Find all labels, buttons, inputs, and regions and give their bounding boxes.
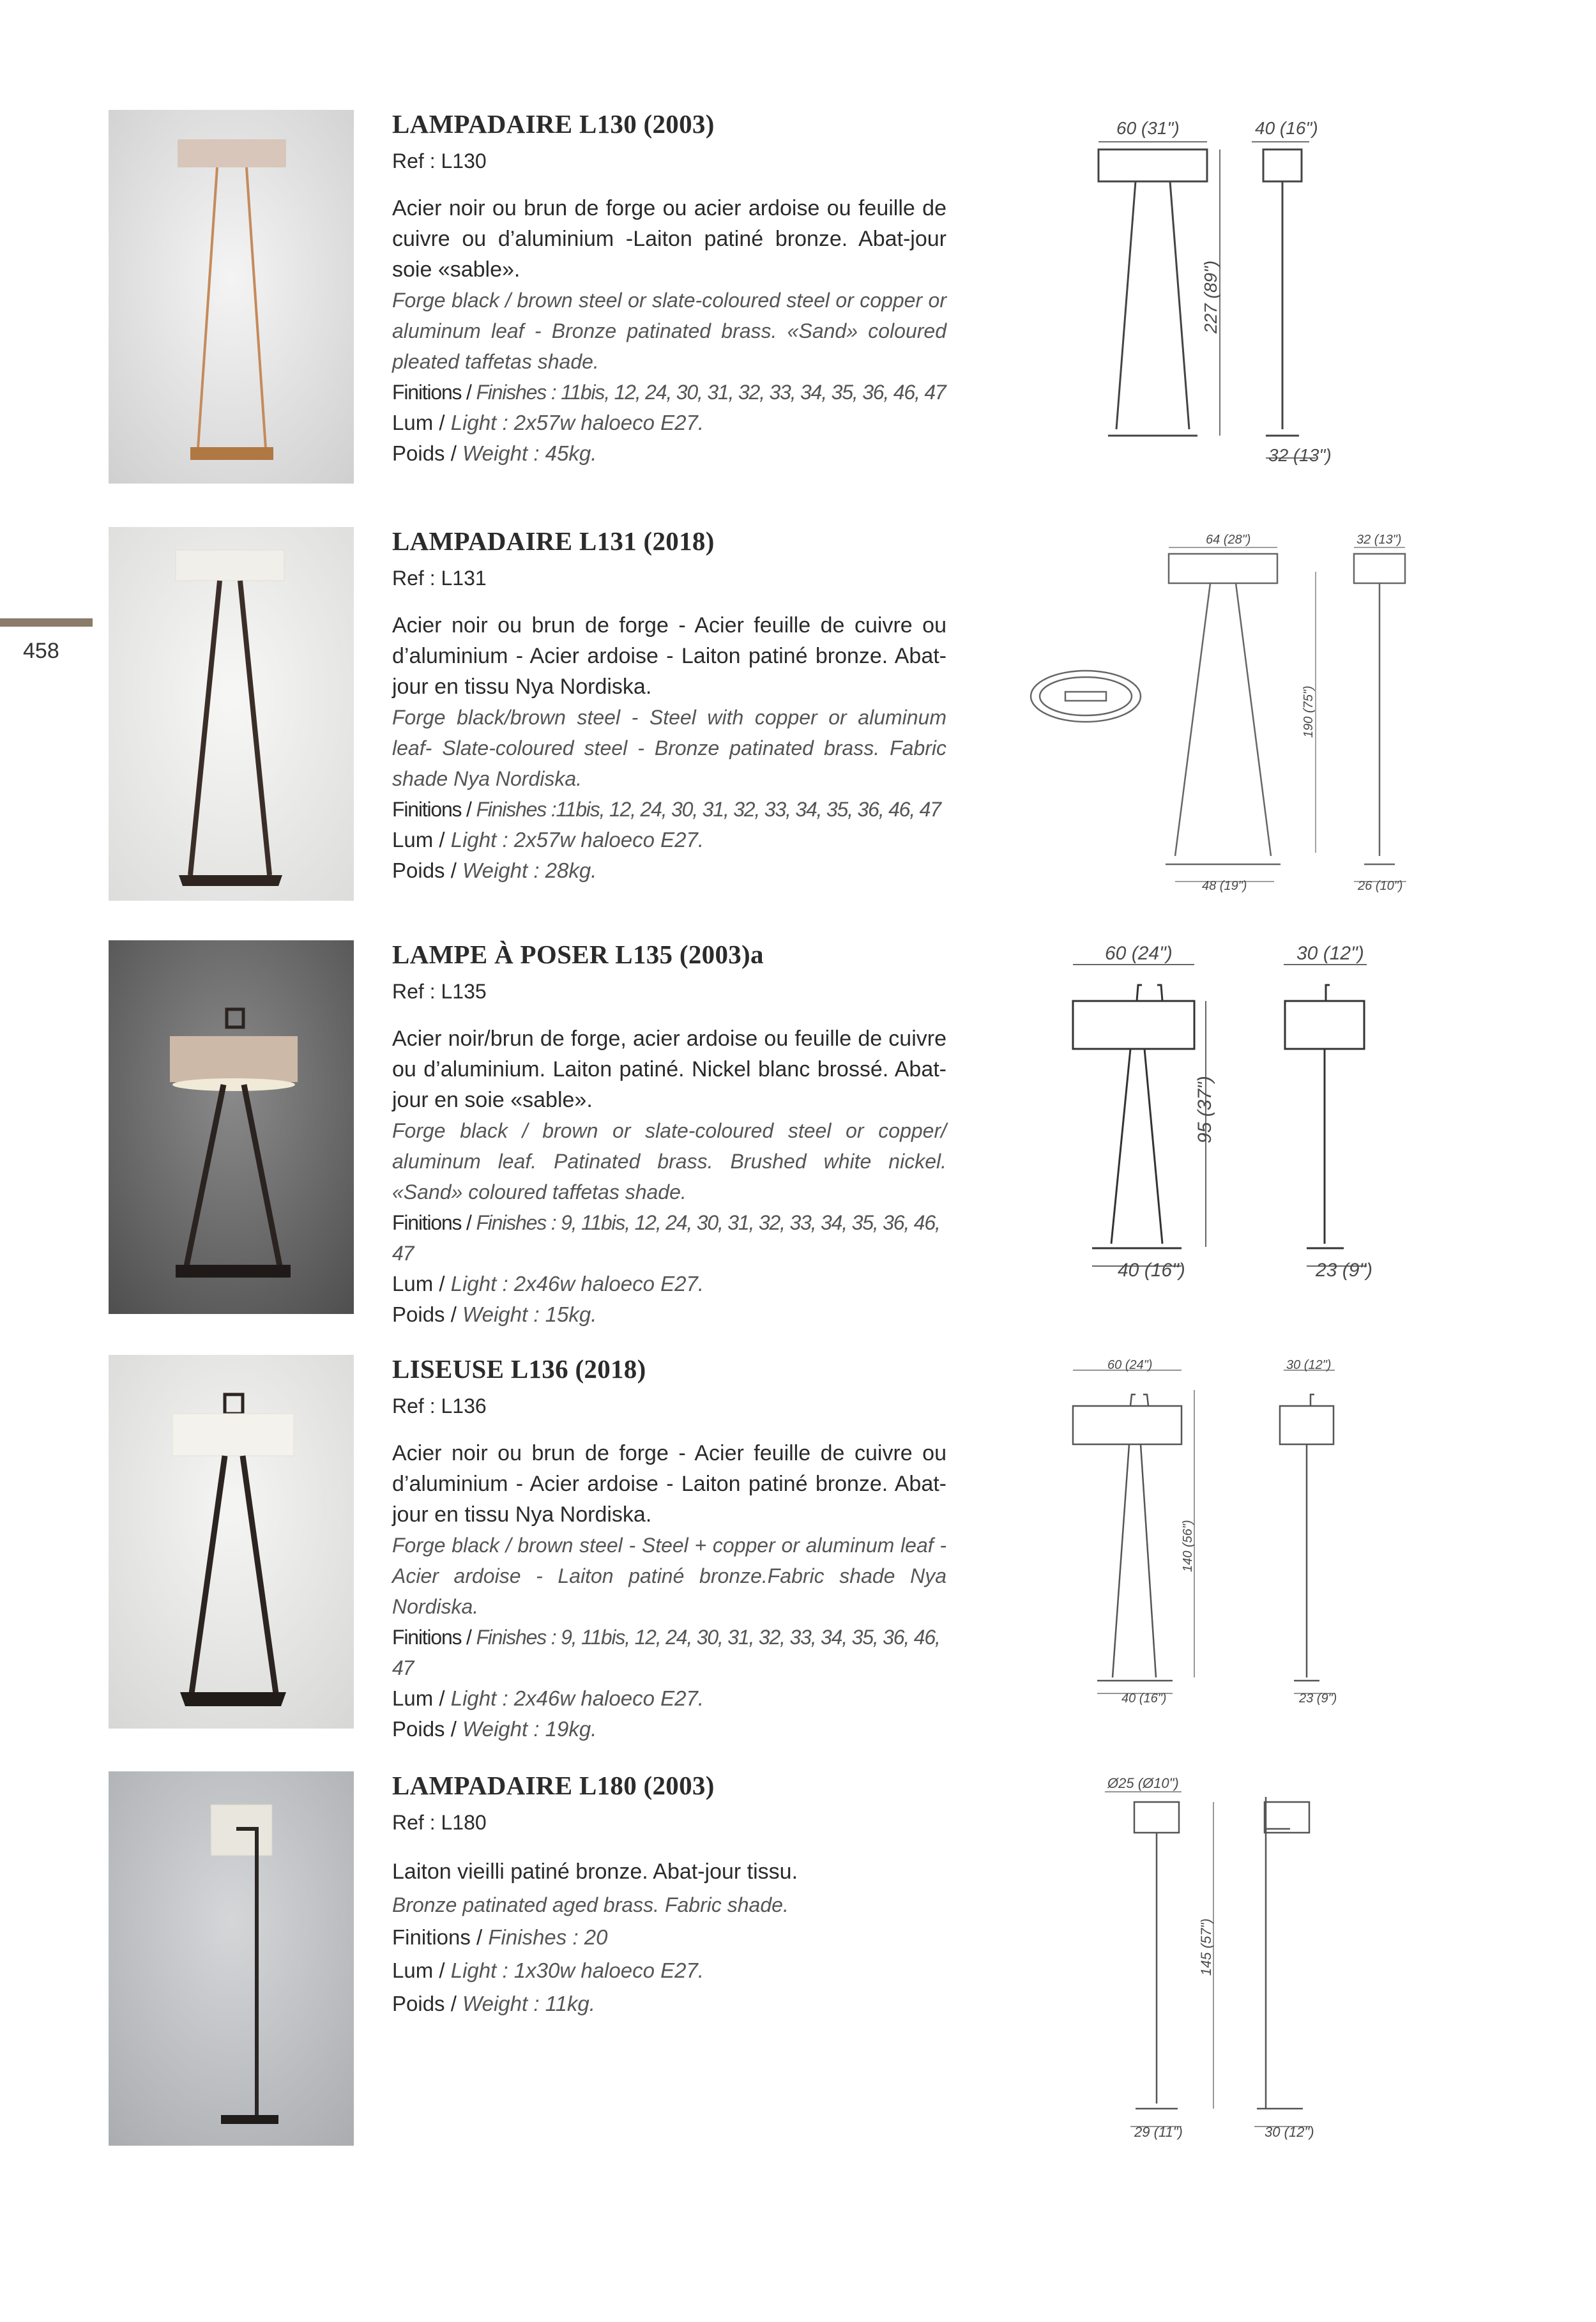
- dim-base-side: 23 (9"): [1316, 1260, 1373, 1281]
- dim-width-front: 60 (31"): [1116, 118, 1180, 138]
- technical-drawing: [971, 1355, 1469, 1738]
- weight-value: Weight : 28kg.: [462, 859, 597, 882]
- product-title: LAMPE À POSER L135 (2003)a: [392, 940, 764, 969]
- product-ref: Ref : L130: [392, 149, 487, 172]
- product-ref: Ref : L136: [392, 1394, 487, 1417]
- product-l131: [0, 527, 1596, 910]
- light-value: Light : 2x57w haloeco E27.: [450, 411, 704, 434]
- finishes-value: Finishes :11bis, 12, 24, 30, 31, 32, 33, 34, 35, 36, 46, 47: [476, 798, 941, 821]
- dim-width-side: 40 (16"): [1255, 118, 1318, 138]
- dim-base-side: 26 (10"): [1358, 879, 1403, 893]
- weight-line: [392, 1299, 946, 1330]
- dim-width-front: 64 (28"): [1206, 533, 1251, 547]
- weight-value: Weight : 15kg.: [462, 1302, 597, 1326]
- description-en: Bronze patinated aged brass. Fabric shade.: [392, 1893, 789, 1916]
- finishes-label: Finitions /: [392, 1925, 483, 1949]
- dim-base-front: 48 (19"): [1202, 879, 1247, 893]
- light-value: Light : 2x46w haloeco E27.: [450, 1686, 704, 1710]
- weight-value: Weight : 45kg.: [462, 441, 597, 465]
- description-en: Forge black / brown steel - Steel + copper or aluminum leaf - Acier ardoise - Laiton patiné bronze.Fabric shade Nya Nordiska.: [392, 1534, 946, 1618]
- dim-width-front: 60 (24"): [1107, 1358, 1153, 1372]
- light-label: Lum /: [392, 828, 445, 852]
- weight-value: Weight : 19kg.: [462, 1717, 597, 1741]
- technical-drawing: [971, 940, 1469, 1324]
- weight-line: [392, 438, 946, 469]
- description-fr: Laiton vieilli patiné bronze. Abat-jour tissu.: [392, 1860, 798, 1884]
- product-ref: Ref : L180: [392, 1811, 487, 1834]
- light-line: [392, 1683, 946, 1714]
- finishes-value: Finishes : 20: [488, 1925, 608, 1949]
- finishes-label: Finitions /: [392, 1211, 471, 1234]
- light-label: Lum /: [392, 411, 445, 434]
- weight-label: Poids /: [392, 1992, 457, 2015]
- weight-line: [392, 1987, 946, 2020]
- product-title: LISEUSE L136 (2018): [392, 1354, 646, 1384]
- finishes-value: Finishes : 9, 11bis, 12, 24, 30, 31, 32, 33, 34, 35, 36, 46, 47: [392, 1211, 940, 1265]
- product-text: [392, 1354, 946, 1745]
- technical-drawing: [971, 1771, 1469, 2155]
- weight-line: [392, 1714, 946, 1745]
- description-fr: Acier noir ou brun de forge - Acier feuille de cuivre ou d’aluminium - Acier ardoise - Laiton patiné bronze. Abat-jour en tissu Nya Nordiska.: [392, 613, 946, 699]
- page-number: 458: [23, 639, 59, 663]
- product-photo: [109, 1355, 354, 1729]
- finishes-value: Finishes : 11bis, 12, 24, 30, 31, 32, 33, 34, 35, 36, 46, 47: [476, 381, 946, 404]
- dim-height: 95 (37"): [1194, 1076, 1215, 1143]
- dim-base-front: 40 (16"): [1121, 1692, 1167, 1706]
- product-l135: [0, 940, 1596, 1324]
- finishes-line: [392, 377, 946, 408]
- technical-drawing: [958, 527, 1456, 910]
- weight-label: Poids /: [392, 441, 457, 465]
- product-photo: [109, 527, 354, 901]
- dim-width-front: 60 (24"): [1105, 943, 1173, 964]
- product-title: LAMPADAIRE L131 (2018): [392, 526, 715, 556]
- finishes-label: Finitions /: [392, 381, 471, 404]
- product-title: LAMPADAIRE L130 (2003): [392, 109, 715, 139]
- dim-height: 227 (89"): [1201, 260, 1220, 333]
- product-l180: [0, 1771, 1596, 2155]
- product-text: [392, 109, 946, 469]
- product-photo: [109, 940, 354, 1314]
- finishes-line: [392, 1622, 946, 1683]
- dim-height: 140 (56"): [1181, 1520, 1195, 1572]
- finishes-line: [392, 794, 946, 825]
- product-ref: Ref : L135: [392, 980, 487, 1003]
- dim-base-side: 30 (12"): [1265, 2124, 1314, 2140]
- description-fr: Acier noir ou brun de forge - Acier feuille de cuivre ou d’aluminium - Acier ardoise - Laiton patiné bronze. Abat-jour en tissu Nya Nordiska.: [392, 1441, 946, 1527]
- dim-base-side: 23 (9"): [1299, 1692, 1337, 1706]
- dim-width-front: Ø25 (Ø10"): [1107, 1775, 1179, 1791]
- product-text: [392, 939, 946, 1330]
- description-fr: Acier noir/brun de forge, acier ardoise ou feuille de cuivre ou d’aluminium. Laiton patiné. Nickel blanc brossé. Abat-jour en soie «sable».: [392, 1027, 946, 1112]
- finishes-label: Finitions /: [392, 1626, 471, 1649]
- dim-width-side: 30 (12"): [1286, 1358, 1332, 1372]
- description-fr: Acier noir ou brun de forge ou acier ardoise ou feuille de cuivre ou d’aluminium -Laiton patiné bronze. Abat-jour soie «sable».: [392, 196, 946, 282]
- product-text: [392, 526, 946, 886]
- product-photo: [109, 110, 354, 484]
- light-label: Lum /: [392, 1272, 445, 1295]
- description-en: Forge black / brown or slate-coloured steel or copper/ aluminum leaf. Patinated brass. Brushed white nickel. «Sand» coloured taffetas shade.: [392, 1119, 946, 1203]
- finishes-line: [392, 1207, 946, 1269]
- light-line: [392, 1269, 946, 1299]
- product-title: LAMPADAIRE L180 (2003): [392, 1771, 715, 1800]
- finishes-value: Finishes : 9, 11bis, 12, 24, 30, 31, 32, 33, 34, 35, 36, 46, 47: [392, 1626, 940, 1679]
- light-line: [392, 1954, 946, 1987]
- dim-width-side: 30 (12"): [1296, 943, 1364, 964]
- dim-base-front: 29 (11"): [1134, 2124, 1183, 2140]
- weight-value: Weight : 11kg.: [462, 1992, 595, 2015]
- light-label: Lum /: [392, 1959, 445, 1982]
- description-en: Forge black / brown steel or slate-coloured steel or copper or aluminum leaf - Bronze patinated brass. «Sand» coloured pleated taffetas shade.: [392, 289, 946, 373]
- weight-label: Poids /: [392, 859, 457, 882]
- dim-height: 145 (57"): [1198, 1918, 1214, 1976]
- product-text: [392, 1770, 946, 2020]
- finishes-line: [392, 1921, 946, 1954]
- technical-drawing: [971, 110, 1469, 493]
- dim-height: 190 (75"): [1302, 685, 1316, 738]
- light-line: [392, 408, 946, 438]
- description-en: Forge black/brown steel - Steel with copper or aluminum leaf- Slate-coloured steel - Bronze patinated brass. Fabric shade Nya Nordiska.: [392, 706, 946, 790]
- light-value: Light : 2x46w haloeco E27.: [450, 1272, 704, 1295]
- light-value: Light : 2x57w haloeco E27.: [450, 828, 704, 852]
- product-l130: [0, 110, 1596, 493]
- dim-width-side: 32 (13"): [1357, 533, 1402, 547]
- light-value: Light : 1x30w haloeco E27.: [450, 1959, 704, 1982]
- light-line: [392, 825, 946, 855]
- dim-base-front: 40 (16"): [1118, 1260, 1185, 1281]
- product-ref: Ref : L131: [392, 567, 487, 590]
- light-label: Lum /: [392, 1686, 445, 1710]
- product-l136: [0, 1354, 1596, 1741]
- weight-label: Poids /: [392, 1717, 457, 1741]
- product-photo: [109, 1771, 354, 2146]
- weight-line: [392, 855, 946, 886]
- finishes-label: Finitions /: [392, 798, 471, 821]
- weight-label: Poids /: [392, 1302, 457, 1326]
- dim-base-side: 32 (13"): [1268, 445, 1332, 465]
